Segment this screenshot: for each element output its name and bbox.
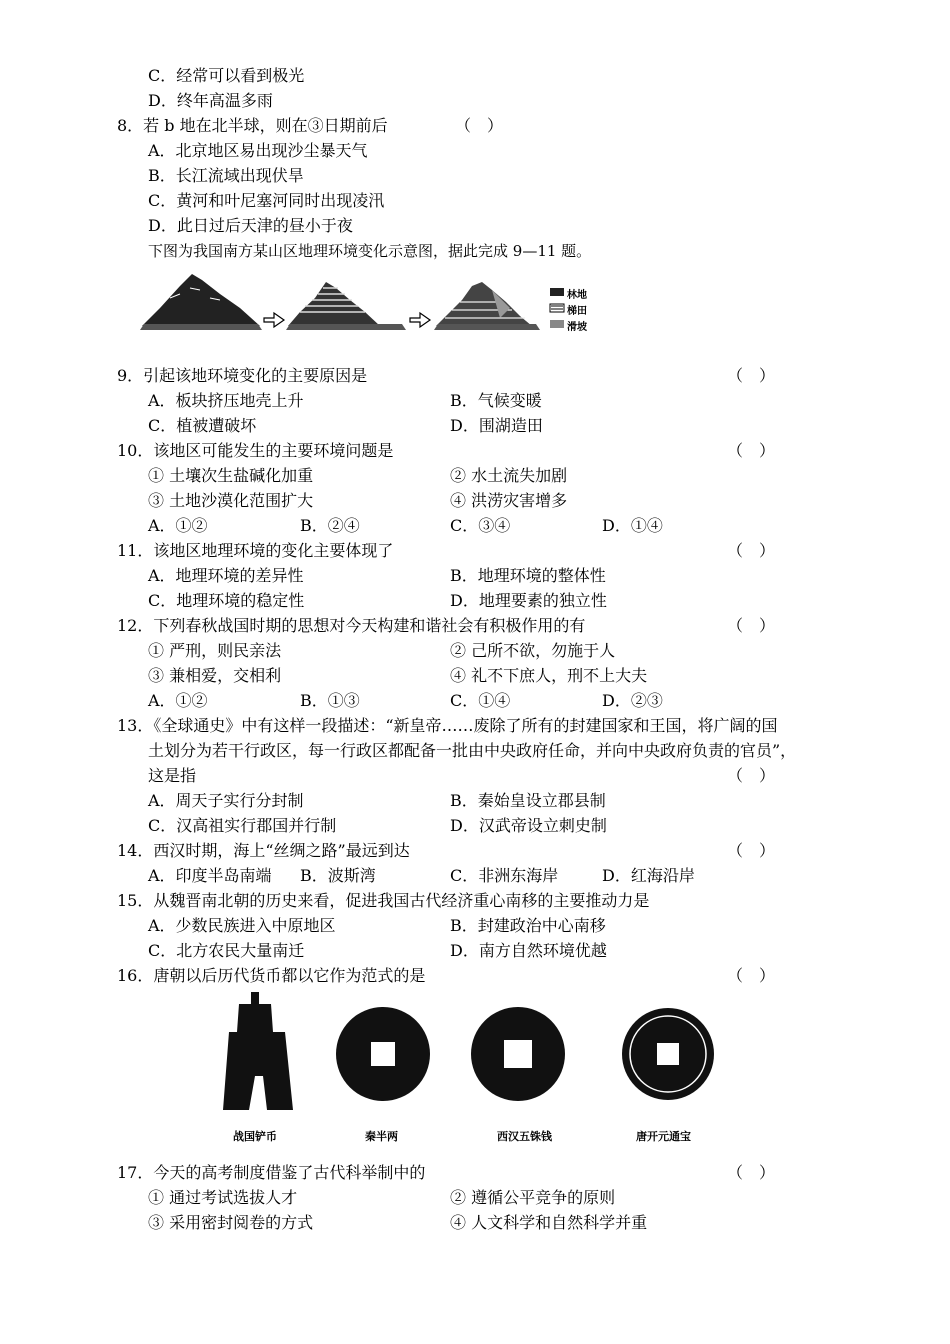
q13-option-a: A．周天子实行分封制 [148,791,304,810]
q13-stem-line-2: 土划分为若干行政区，每一行政区都配备一批由中央政府任命，并向中央政府负责的官员”， [148,741,797,760]
q11-stem: 11．该地区地理环境的变化主要体现了 [117,541,394,560]
q14-stem: 14．西汉时期，海上“丝绸之路”最远到达 [117,841,410,860]
q15-stem: 15．从魏晋南北朝的历史来看，促进我国古代经济重心南移的主要推动力是 [117,891,650,910]
q13-option-c: C．汉高祖实行郡国并行制 [148,816,337,835]
q11-option-a: A．地理环境的差异性 [148,566,304,585]
q8-stem: 8．若 b 地在北半球，则在③日期前后 [117,116,388,135]
q9-option-c: C．植被遭破坏 [148,416,257,435]
q12-item-3: ③ 兼相爱，交相利 [148,666,282,685]
q9-stem: 9．引起该地环境变化的主要原因是 [117,366,368,385]
q14-option-b: B．波斯湾 [300,866,376,885]
q12-option-c: C．①④ [450,691,511,710]
q11-option-c: C．地理环境的稳定性 [148,591,305,610]
q7-option-d: D．终年高温多雨 [148,91,273,110]
q10-item-4: ④ 洪涝灾害增多 [450,491,568,510]
q15-option-b: B．封建政治中心南移 [450,916,606,935]
spade-coin-icon [223,992,293,1110]
q14-answer-paren: （ ） [727,841,776,860]
q17-item-1: ① 通过考试选拔人才 [148,1188,298,1207]
q13-answer-paren: （ ） [727,766,776,785]
q8-option-b: B．长江流域出现伏旱 [148,166,304,185]
q17-item-4: ④ 人文科学和自然科学并重 [450,1213,648,1232]
q11-answer-paren: （ ） [727,541,776,560]
q15-option-a: A．少数民族进入中原地区 [148,916,336,935]
q12-item-1: ① 严刑，则民亲法 [148,641,282,660]
q9-option-a: A．板块挤压地壳上升 [148,391,304,410]
legend-label-landslide: 滑坡 [567,322,587,333]
coin-label-spade: 战国铲币 [233,1130,277,1143]
q16-answer-paren: （ ） [727,966,776,985]
q17-stem: 17．今天的高考制度借鉴了古代科举制中的 [117,1163,426,1182]
mountain-1 [142,274,260,326]
q8-answer-paren: （ ） [455,116,504,135]
q14-option-d: D．红海沿岸 [602,866,695,885]
q9-option-d: D．围湖造田 [450,416,543,435]
q11-option-b: B．地理环境的整体性 [450,566,606,585]
q17-item-3: ③ 采用密封阅卷的方式 [148,1213,314,1232]
q8-option-c: C．黄河和叶尼塞河同时出现凌汛 [148,191,385,210]
q17-item-2: ② 遵循公平竞争的原则 [450,1188,616,1207]
q16-stem: 16．唐朝以后历代货币都以它作为范式的是 [117,966,426,985]
legend-label-terrace: 梯田 [567,306,587,317]
q13-option-d: D．汉武帝设立刺史制 [450,816,607,835]
q12-option-a: A．①② [148,691,208,710]
q12-option-b: B．①③ [300,691,360,710]
q10-option-a: A．①② [148,516,208,535]
q9-answer-paren: （ ） [727,366,776,385]
q10-item-2: ② 水土流失加剧 [450,466,568,485]
figure-intro: 下图为我国南方某山区地理环境变化示意图，据此完成 9—11 题。 [148,242,592,260]
q12-answer-paren: （ ） [727,616,776,635]
coin-label-banliang: 秦半两 [365,1130,398,1143]
q17-answer-paren: （ ） [727,1163,776,1182]
mountain-change-figure [140,268,610,348]
mountain-3 [436,282,532,326]
q7-option-c: C．经常可以看到极光 [148,66,305,85]
legend-landslide-swatch [550,320,564,328]
q13-stem-line-1: 13．《全球通史》中有这样一段描述：“新皇帝……废除了所有的封建国家和王国，将广阔的国 [117,716,778,735]
arrow-2 [410,313,430,327]
q8-option-d: D．此日过后天津的昼小于夜 [148,216,353,235]
q10-stem: 10．该地区可能发生的主要环境问题是 [117,441,394,460]
q14-option-a: A．印度半岛南端 [148,866,272,885]
q15-option-d: D．南方自然环境优越 [450,941,607,960]
coin-label-kaiyuan: 唐开元通宝 [636,1130,691,1143]
q11-option-d: D．地理要素的独立性 [450,591,607,610]
q10-item-1: ① 土壤次生盐碱化加重 [148,466,314,485]
legend-forest-swatch [550,288,564,296]
q14-option-c: C．非洲东海岸 [450,866,559,885]
q12-item-2: ② 己所不欲，勿施于人 [450,641,616,660]
legend-label-forest: 林地 [567,290,587,301]
q12-item-4: ④ 礼不下庶人，刑不上大夫 [450,666,648,685]
coins-figure [215,992,725,1147]
q10-answer-paren: （ ） [727,441,776,460]
q12-option-d: D．②③ [602,691,663,710]
q9-option-b: B．气候变暖 [450,391,542,410]
legend-terrace-swatch [550,304,564,312]
q13-stem-line-3: 这是指 [148,766,197,785]
q12-stem: 12．下列春秋战国时期的思想对今天构建和谐社会有积极作用的有 [117,616,586,635]
arrow-1 [264,313,284,327]
q10-option-c: C．③④ [450,516,511,535]
q13-option-b: B．秦始皇设立郡县制 [450,791,606,810]
coin-label-wuzhu: 西汉五铢钱 [497,1130,552,1143]
q10-option-b: B．②④ [300,516,360,535]
q15-option-c: C．北方农民大量南迁 [148,941,305,960]
q10-item-3: ③ 土地沙漠化范围扩大 [148,491,314,510]
q10-option-d: D．①④ [602,516,663,535]
q8-option-a: A．北京地区易出现沙尘暴天气 [148,141,368,160]
